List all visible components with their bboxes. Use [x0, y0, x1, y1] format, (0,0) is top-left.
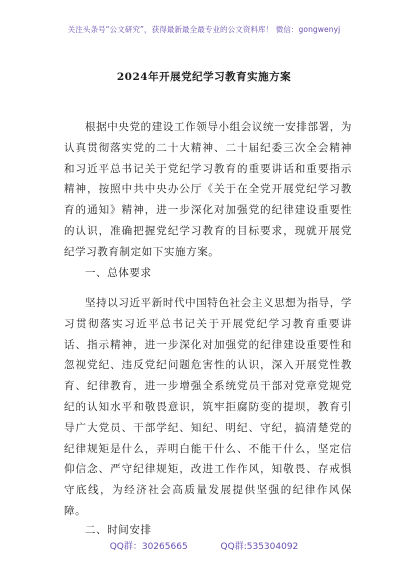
paragraph-overall-requirements: 坚持以习近平新时代中国特色社会主义思想为指导，学习贯彻落实习近平总书记关于开展党纪学习教育重要讲话、指示精神，进一步深化对加强党的纪律建设重要性和忽视党纪、违反党纪问题危害性的认识，深入开展党性教育、纪律教育，进一步增强全系统党员干部对党章党规党纪的认知水平和敬畏意识，筑牢拒腐防变的提坝，教育引导广大党员、干部学纪、知纪、明纪、守纪，搞清楚党的纪律规矩是什么，弄明白能干什么、不能干什么，坚定信仰信念、严守纪律规矩，改进工作作风，知敬畏、存戒惧守底线，为经济社会高质量发展提供坚强的纪律作风保障。	[64, 297, 352, 517]
footer-qq-groups	[0, 539, 408, 552]
document-title: 2024年开展党纪学习教育实施方案	[116, 71, 292, 83]
section-heading-schedule: 二、时间安排	[85, 524, 152, 536]
qq-group-2: QQ群:535304092	[220, 542, 299, 552]
paragraph-intro: 根据中央党的建设工作领导小组会议统一安排部署，为认真贯彻落实党的二十大精神、二十届纪委三次全会精神和习近平总书记关于党纪学习教育的重要讲话和重要指示精神，按照中共中央办公厅《关于在全党开展党纪学习教育的通知》精神，进一步深化对加强党的纪律建设重要性的认识，准确把握党纪学习教育的目标要求，现就开展党纪学习教育制定如下实施方案。	[64, 121, 352, 258]
section-heading-overall: 一、总体要求	[85, 267, 152, 279]
qq-group-1: QQ群：30265665	[109, 542, 188, 552]
header-note: 关注头条号“公文研究”，获得最新最全最专业的公文资料库！ 微信：gongwenyj	[67, 25, 341, 34]
